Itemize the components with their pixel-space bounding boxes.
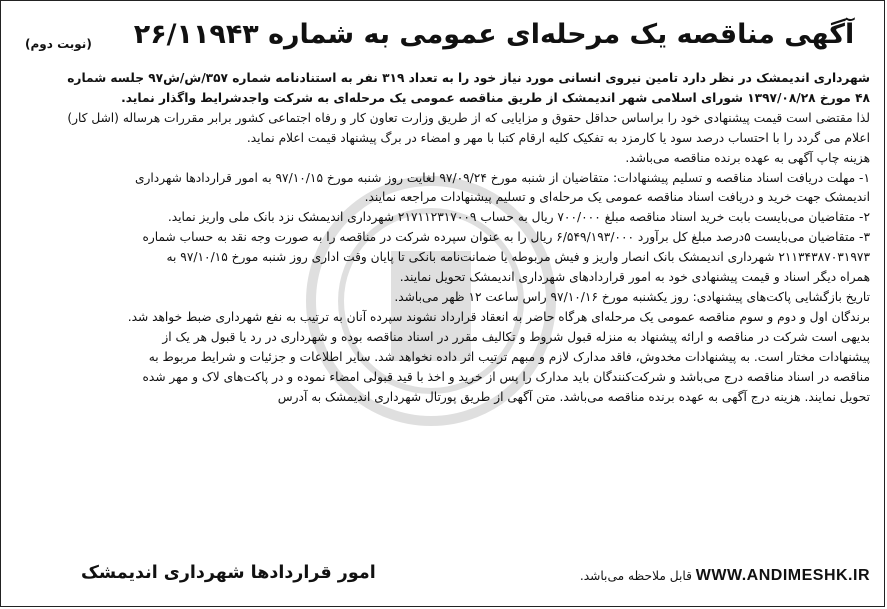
paragraph-line: ۲- متقاضیان می‌بایست بابت خرید اسناد مناقصه مبلغ ۷۰۰/۰۰۰ ریال به حساب ۲۱۷۱۱۲۳۱۷۰۰۹ شهرداری اندیمشک نزد بانک ملی واریز نماید. xyxy=(167,210,870,225)
notice-footer xyxy=(15,561,870,591)
paragraph-line: پیشنهادات مختار است. به پیشنهادات مخدوش، فاقد مدارک لازم و مبهم ترتیب اثر داده نخواهد شد. سایر اطلاعات و جزئیات و شرایط مربوط به xyxy=(148,349,870,364)
paragraph-line: مناقصه در اسناد مناقصه درج می‌باشد و شرکت‌کنندگان باید مدارک را پس از خرید و اخذ با قید قبولی امضاء نموده و در پاکت‌های لاک و مهر شده xyxy=(142,369,870,384)
website-url[interactable]: WWW.ANDIMESHK.IR xyxy=(695,567,870,584)
paragraph-line: بدیهی است شرکت در مناقصه و ارائه پیشنهاد به منزله قبول شروط و تکالیف مقرر در اسناد مناقصه بوده و شهرداری در رد یا قبول هر یک از xyxy=(162,329,870,344)
website-line xyxy=(580,567,870,585)
paragraph-line: شهرداری اندیمشک در نظر دارد تامین نیروی انسانی مورد نیاز خود را به تعداد ۳۱۹ نفر به استنادنامه شماره ۳۵۷/ش/ش۹۷ جلسه شماره xyxy=(67,71,870,85)
website-suffix: قابل ملاحظه می‌باشد. xyxy=(579,569,692,583)
paragraph-line: ۲۱۱۳۴۳۸۷۰۳۱۹۷۳ شهرداری اندیمشک بانک انصار واریز و فیش مربوطه یا ضمانت‌نامه بانکی تا پایان وقت اداری روز شنبه مورخ ۹۷/۱۰/۱۵ به xyxy=(166,250,870,265)
paragraph-line: هزینه چاپ آگهی به عهده برنده مناقصه می‌باشد. xyxy=(625,150,870,165)
notice-title: آگهی مناقصه یک مرحله‌ای عمومی به شماره ۲۶/۱۱۹۴۳ xyxy=(133,19,855,50)
round-label: (نوبت دوم) xyxy=(25,37,92,51)
paragraph-line: اعلام می گردد را با احتساب درصد سود یا کارمزد به تفکیک کلیه ارقام کتبا با مهر و امضاء در برگ پیشنهاد قیمت اعلام نماید. xyxy=(246,130,870,145)
paragraph-line: ۴۸ مورخ ۱۳۹۷/۰۸/۲۸ شورای اسلامی شهر اندیمشک از طریق مناقصه عمومی یک مرحله‌ای به شرکت واجدشرایط واگذار نماید. xyxy=(121,90,870,105)
organization-signature: امور قراردادها شهرداری اندیمشک xyxy=(81,563,376,583)
paragraph-line: همراه دیگر اسناد و قیمت پیشنهادی خود به امور قراردادهای شهرداری اندیمشک تحویل نمایند. xyxy=(399,270,870,285)
notice-body xyxy=(15,69,870,407)
paragraph-line: لذا مقتضی است قیمت پیشنهادی خود را براساس حداقل حقوق و مزایایی که از طریق وزارت تعاون کار و رفاه اجتماعی کشور برابر مقررات هرساله (اشل کار) xyxy=(67,110,870,125)
paragraph-line: اندیمشک جهت خرید و دریافت اسناد مناقصه عمومی یک مرحله‌ای و تسلیم پیشنهادات مراجعه نمایند. xyxy=(364,190,870,205)
paragraph-line: ۱- مهلت دریافت اسناد مناقصه و تسلیم پیشنهادات: متقاضیان از شنبه مورخ ۹۷/۰۹/۲۴ لغایت روز شنبه مورخ ۹۷/۱۰/۱۵ به امور قراردادها شهرداری xyxy=(135,170,870,185)
paragraph-line: تاریخ بازگشایی پاکت‌های پیشنهادی: روز یکشنبه مورخ ۹۷/۱۰/۱۶ راس ساعت ۱۲ ظهر می‌باشد. xyxy=(394,289,870,304)
notice-header xyxy=(15,5,870,69)
paragraph-line: تحویل نمایند. هزینه درج آگهی به عهده برنده مناقصه می‌باشد. متن آگهی از طریق پورتال شهرداری اندیمشک به آدرس xyxy=(277,389,870,404)
paragraph-line: برندگان اول و دوم و سوم مناقصه عمومی یک مرحله‌ای هرگاه حاضر به انعقاد قرارداد نشوند سپرده آنان به ترتیب به نفع شهرداری ضبط خواهد شد. xyxy=(127,309,870,324)
paragraph-line: ۳- متقاضیان می‌بایست ۵درصد مبلغ کل برآورد ۶/۵۴۹/۱۹۳/۰۰۰ ریال را به عنوان سپرده شرکت در مناقصه را به صورت وجه نقد به حساب شماره xyxy=(142,230,870,245)
